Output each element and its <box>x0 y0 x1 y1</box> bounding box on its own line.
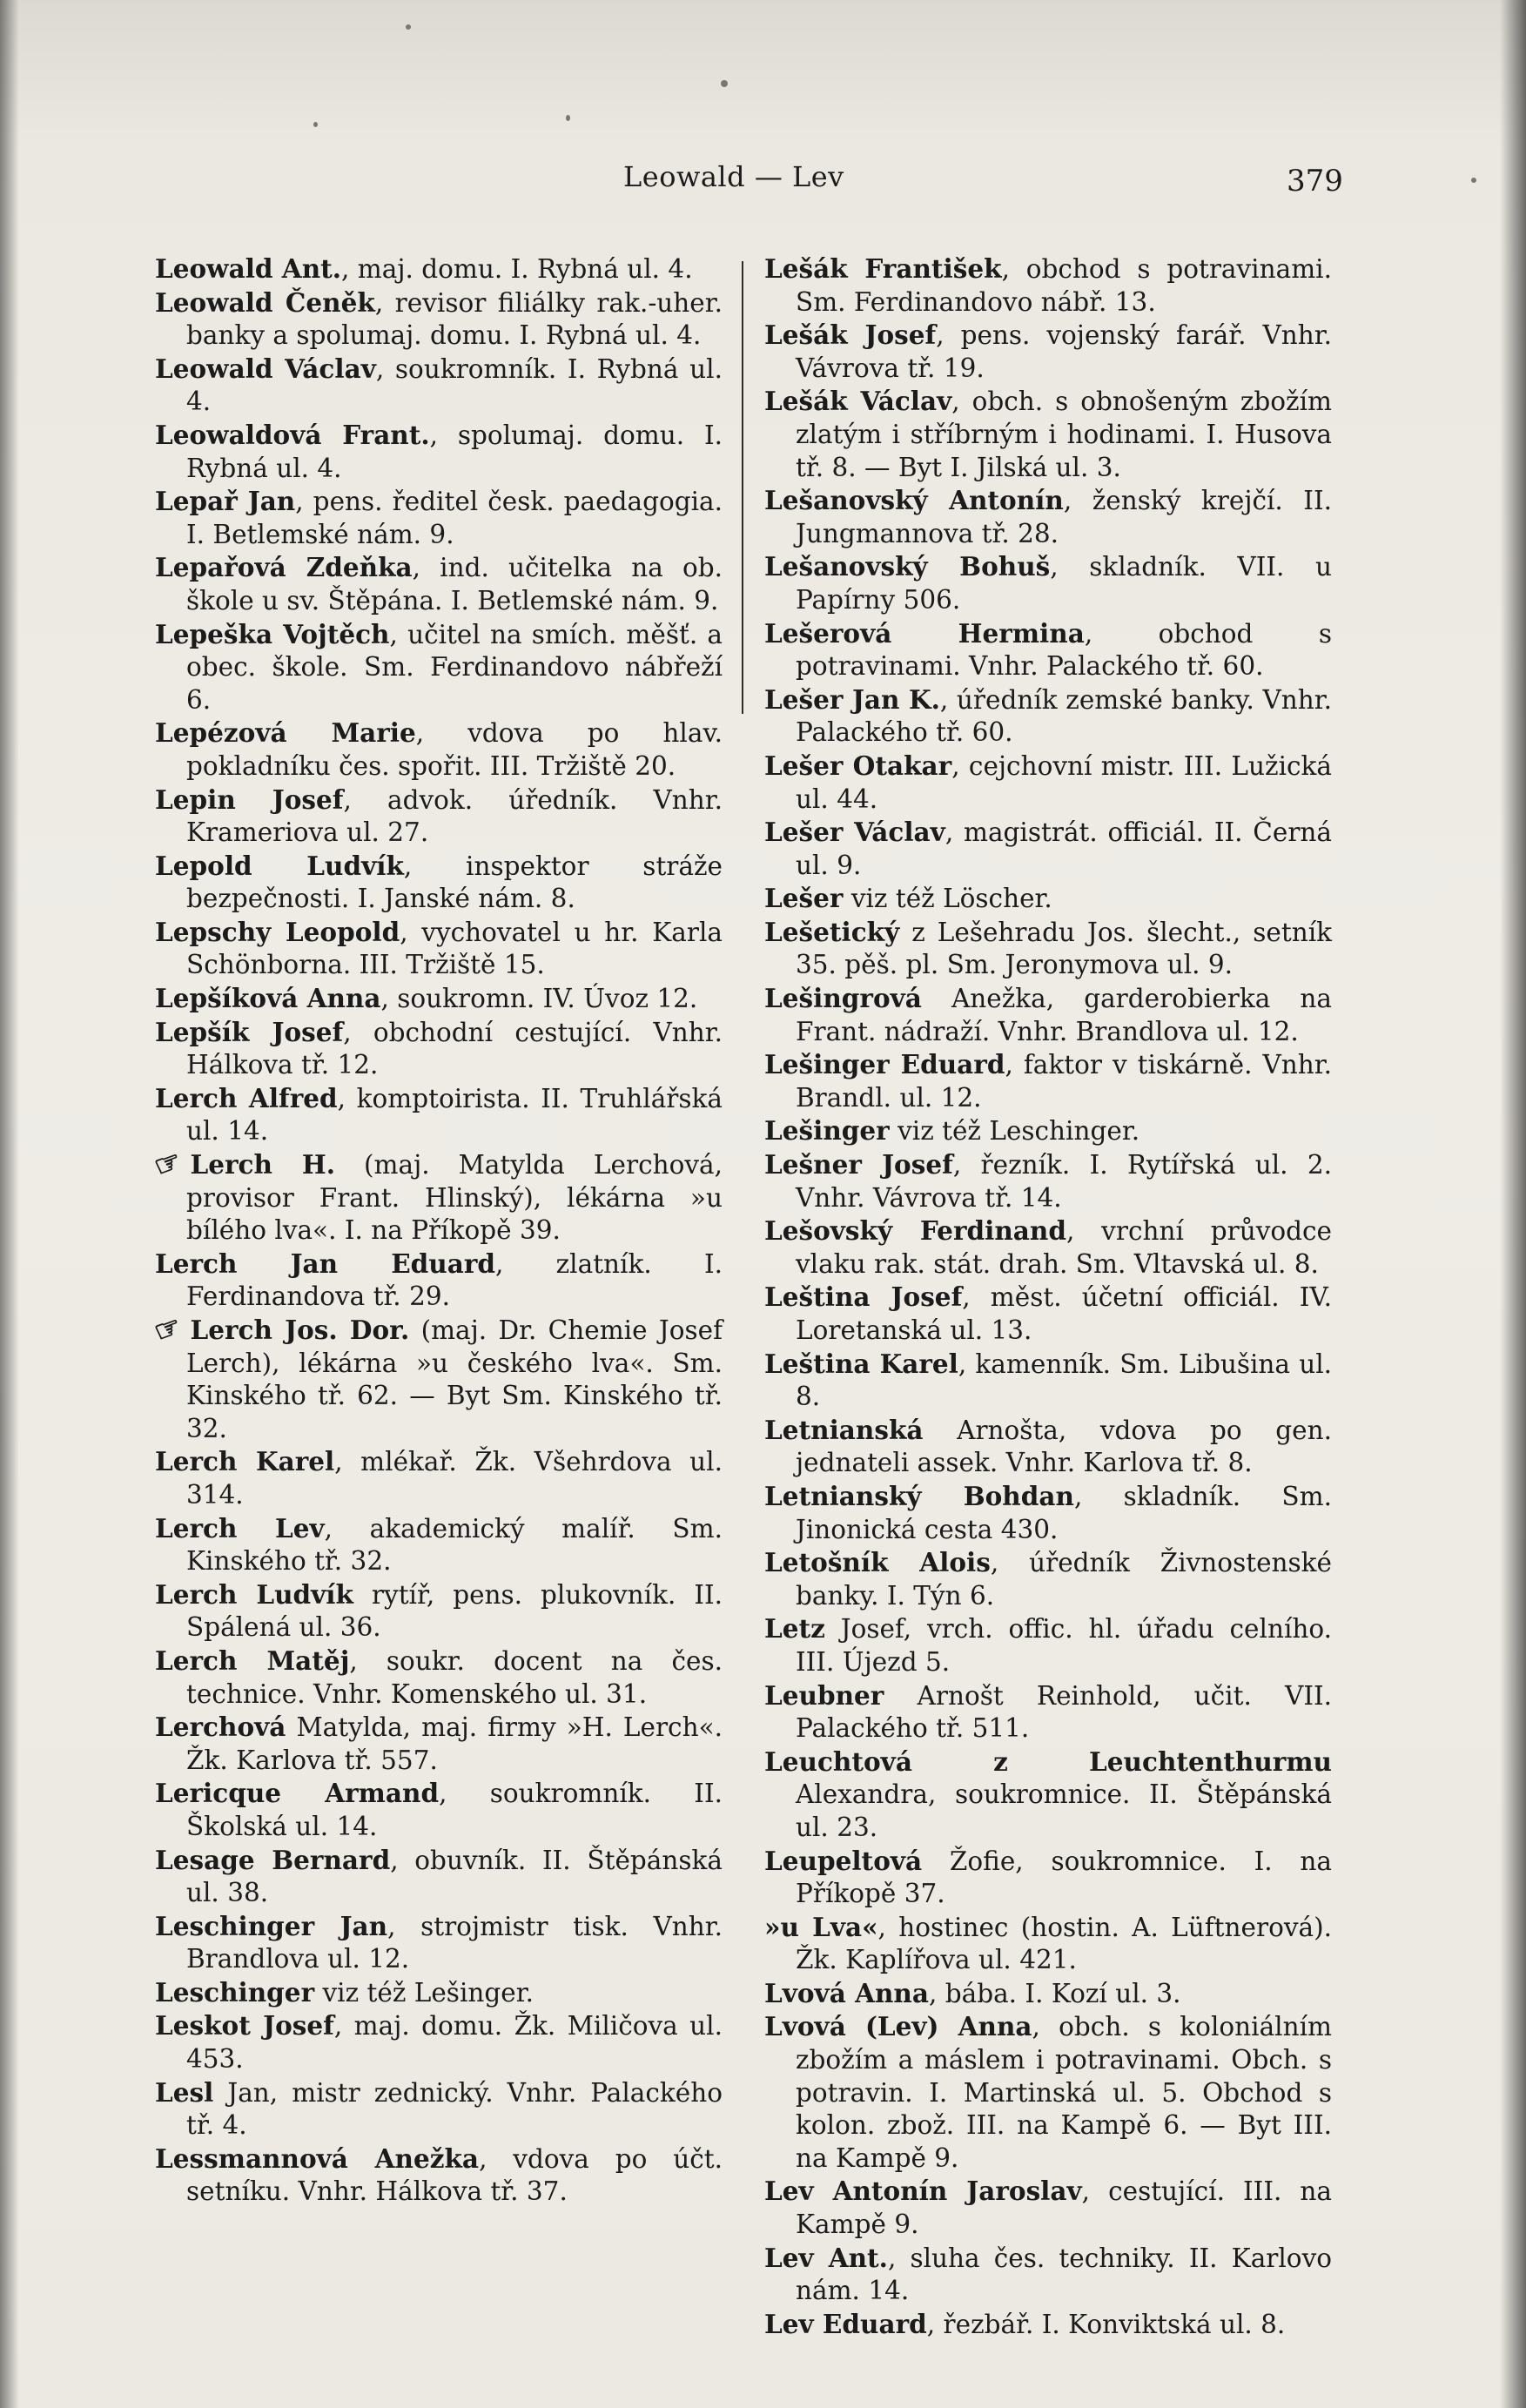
entry-name: Letošník Alois <box>764 1547 991 1578</box>
print-speck <box>313 122 318 127</box>
directory-entry <box>764 2308 1332 2342</box>
entry-name: Lešák František <box>764 253 1002 284</box>
entry-details: , řezník. I. Rytířská ul. 2. Vnhr. Vávrova tř. 14. <box>796 1150 1332 1213</box>
directory-entry <box>764 882 1332 916</box>
entry-details: , akademický malíř. Sm. Kinského tř. 32. <box>186 1513 723 1577</box>
entry-details: , strojmistr tisk. Vnhr. Brandlova ul. 12. <box>186 1911 723 1974</box>
directory-entry <box>155 1777 723 1843</box>
entry-details: Žofie, soukromnice. I. na Příkopě 37. <box>796 1846 1332 1909</box>
directory-entry <box>155 353 723 419</box>
directory-entry <box>764 1679 1332 1745</box>
directory-entry <box>764 816 1332 882</box>
entry-name: »u Lva« <box>764 1911 878 1942</box>
directory-entry <box>764 550 1332 616</box>
directory-entry <box>155 1976 723 2010</box>
directory-entry <box>155 1512 723 1578</box>
directory-entry <box>764 2175 1332 2241</box>
entry-details: , obuvník. II. Štěpánská ul. 38. <box>186 1845 723 1908</box>
entry-details: , pens. vojenský farář. Vnhr. Vávrova tř. 19. <box>796 320 1332 383</box>
entry-name: Lerchová <box>155 1712 286 1743</box>
directory-entry <box>155 716 723 783</box>
entry-name: Lesage Bernard <box>155 1844 391 1875</box>
page-shadow-left <box>0 0 19 2408</box>
entry-name: Leubner <box>764 1679 884 1711</box>
entry-details: Jan, mistr zednický. Vnhr. Palackého tř. 4. <box>186 2077 723 2141</box>
entry-details: , vychovatel u hr. Karla Schönborna. III. Tržiště 15. <box>186 917 723 980</box>
entry-name: Lešetický <box>764 916 900 947</box>
entry-details: , ind. učitelka na ob. škole u sv. Štěpána. I. Betlemské nám. 9. <box>186 553 723 615</box>
entry-name: Lešer <box>764 883 844 914</box>
entry-name: Lešák Václav <box>764 386 952 417</box>
entry-details: , sluha čes. techniky. II. Karlovo nám. 14. <box>796 2243 1332 2306</box>
directory-entry <box>764 252 1332 319</box>
directory-entry <box>155 2009 723 2075</box>
entry-name: Lešinger Eduard <box>764 1049 1005 1080</box>
directory-entry <box>764 1048 1332 1114</box>
directory-entry <box>155 2142 723 2209</box>
entry-name: Lepšíková Anna <box>155 983 381 1014</box>
entry-name: Lepšík Josef <box>155 1016 344 1047</box>
entry-name: Lepin Josef <box>155 784 344 815</box>
entry-name: Lepař Jan <box>155 486 296 517</box>
directory-entry <box>764 1480 1332 1546</box>
entry-name: Leskot Josef <box>155 2010 334 2041</box>
entry-details: , kamenník. Sm. Libušina ul. 8. <box>796 1349 1333 1412</box>
entry-name: Leschinger Jan <box>155 1910 388 1941</box>
entry-details: (maj. Dr. Chemie Josef Lerch), lékárna »u českého lva«. Sm. Kinského tř. 62. — Byt Sm. Kinského tř. 32. <box>186 1315 723 1443</box>
entry-details: , úředník Živnostenské banky. I. Týn 6. <box>796 1548 1332 1611</box>
page-header <box>0 157 1526 198</box>
directory-entry <box>764 1414 1332 1480</box>
entry-name: Lev Eduard <box>764 2308 927 2339</box>
entry-name: Lepold Ludvík <box>155 850 404 881</box>
entry-name: Leowald Ant. <box>155 253 342 284</box>
directory-entry <box>764 1911 1332 1977</box>
entry-details: Anežka, garderobierka na Frant. nádraží. Vnhr. Brandlova ul. 12. <box>796 984 1332 1046</box>
entry-name: Lešanovský Antonín <box>764 485 1064 516</box>
entry-name: Leowald Čeněk <box>155 286 375 318</box>
entry-details: viz též Leschinger. <box>889 1116 1140 1147</box>
entry-details: viz též Löscher. <box>843 884 1052 914</box>
directory-entry <box>764 1546 1332 1612</box>
directory-entry <box>155 1711 723 1777</box>
entry-details: , obchod s potravinami. Vnhr. Palackého tř. 60. <box>796 618 1332 682</box>
entry-details: , faktor v tiskárně. Vnhr. Brandl. ul. 12. <box>796 1050 1333 1113</box>
entry-name: Lešerová Hermina <box>764 617 1085 649</box>
entry-name: Lešner Josef <box>764 1149 953 1180</box>
entry-details: , měst. účetní officiál. IV. Loretanská ul. 13. <box>796 1282 1332 1345</box>
entry-name: Leowald Václav <box>155 353 376 384</box>
page-number: 379 <box>1287 164 1343 198</box>
entry-name: Lev Ant. <box>764 2242 888 2273</box>
entry-name: Letz <box>764 1613 825 1645</box>
pointing-hand-icon: ☞ <box>149 1308 187 1351</box>
entry-name: Lerch Ludvík <box>155 1578 353 1610</box>
entry-details: Josef, vrch. offic. hl. úřadu celního. III. Újezd 5. <box>796 1614 1332 1677</box>
entry-details: , skladník. VII. u Papírny 506. <box>796 552 1332 615</box>
entry-details: , obchod s potravinami. Sm. Ferdinandovo nábř. 13. <box>796 254 1332 317</box>
print-speck <box>721 80 728 87</box>
entry-details: , soukromn. IV. Úvoz 12. <box>380 984 698 1014</box>
entry-details: , skladník. Sm. Jinonická cesta 430. <box>796 1481 1332 1544</box>
directory-entry <box>155 2076 723 2142</box>
entry-name: Lvová (Lev) Anna <box>764 2011 1032 2042</box>
column-divider <box>742 261 743 714</box>
entry-details: , inspektor stráže bezpečnosti. I. Janské nám. 8. <box>186 851 723 914</box>
entry-name: Lešer Václav <box>764 817 945 848</box>
entry-name: Lepschy Leopold <box>155 916 400 947</box>
directory-entry <box>764 2242 1332 2308</box>
entry-details: , obch. s obnošeným zbožím zlatým i stříbrným i hodinami. I. Husova tř. 8. — Byt I. Jilská ul. 3. <box>796 387 1332 482</box>
directory-entry <box>155 618 723 717</box>
entry-name: Letnianský Bohdan <box>764 1480 1074 1511</box>
entry-name: Leowaldová Frant. <box>155 419 430 450</box>
directory-entry <box>764 1214 1332 1281</box>
entry-name: Lerch Matěj <box>155 1645 350 1676</box>
entry-name: Leschinger <box>155 1976 315 2008</box>
page-shadow-right <box>1500 0 1526 2408</box>
directory-entry <box>764 916 1332 982</box>
pointing-hand-icon: ☞ <box>149 1143 187 1186</box>
entry-details: , obchodní cestující. Vnhr. Hálkova tř. 12. <box>186 1017 723 1080</box>
entry-name: Lerch H. <box>190 1149 336 1180</box>
entry-details: , mlékař. Žk. Všehrdova ul. 314. <box>186 1447 723 1510</box>
directory-entry <box>155 1082 723 1148</box>
directory-entry <box>149 1143 723 1248</box>
entry-details: , spolumaj. domu. I. Rybná ul. 4. <box>186 420 723 483</box>
entry-details: , úředník zemské banky. Vnhr. Palackého tř. 60. <box>796 684 1332 748</box>
entry-name: Leupeltová <box>764 1845 923 1876</box>
entry-name: Lericque Armand <box>155 1778 440 1809</box>
entry-name: Lepeška Vojtěch <box>155 618 390 649</box>
directory-entry <box>155 1844 723 1910</box>
entry-details: , soukr. docent na čes. technice. Vnhr. Komenského ul. 31. <box>186 1645 723 1709</box>
entry-details: , soukromník. II. Školská ul. 14. <box>186 1779 723 1841</box>
directory-entry <box>149 1308 723 1445</box>
directory-entry <box>764 1845 1332 1911</box>
directory-entry <box>155 1645 723 1711</box>
entry-name: Lešer Otakar <box>764 750 952 781</box>
entry-name: Lešanovský Bohuš <box>764 551 1051 582</box>
directory-entry <box>155 1578 723 1645</box>
directory-entry <box>155 286 723 353</box>
entry-details: z Lešehradu Jos. šlecht., setník 35. pěš. pl. Sm. Jeronymova ul. 9. <box>796 917 1332 980</box>
directory-entry <box>764 1148 1332 1214</box>
entry-name: Lešer Jan K. <box>764 683 940 715</box>
entry-name: Lvová Anna <box>764 1977 929 2008</box>
directory-entry <box>764 1977 1332 2011</box>
directory-entry <box>155 982 723 1016</box>
directory-entry <box>155 419 723 485</box>
directory-entry <box>764 2010 1332 2175</box>
directory-entry <box>764 1114 1332 1148</box>
entry-details: , obch. s koloniálním zbožím a máslem i potravinami. Obch. s potravin. I. Martinská ul. 5. Obchod s kolon. zbož. III. na Kampě 6. — Byt III. na Kampě 9. <box>796 2012 1333 2173</box>
entry-name: Lerch Alfred <box>155 1082 338 1113</box>
entry-details: viz též Lešinger. <box>314 1977 534 2008</box>
entry-name: Lešovský Ferdinand <box>764 1215 1066 1247</box>
entry-details: , vdova po účt. setníku. Vnhr. Hálkova tř. 37. <box>186 2143 723 2207</box>
directory-entry <box>155 485 723 551</box>
directory-entry <box>155 850 723 916</box>
left-column <box>149 252 723 2209</box>
directory-entry <box>764 683 1332 750</box>
directory-entry <box>155 1910 723 1976</box>
entry-details: Alexandra, soukromnice. II. Štěpánská ul. 23. <box>796 1779 1332 1842</box>
print-speck <box>566 115 570 121</box>
entry-details: , revisor filiálky rak.-uher. banky a spolumaj. domu. I. Rybná ul. 4. <box>186 287 723 351</box>
entry-name: Lešingrová <box>764 983 922 1014</box>
entry-name: Letnianská <box>764 1414 924 1445</box>
directory-entry <box>155 1445 723 1511</box>
print-speck <box>406 24 411 30</box>
entry-name: Lev Antonín Jaroslav <box>764 2176 1082 2207</box>
directory-entry <box>764 385 1332 484</box>
entry-name: Lešák Josef <box>764 319 937 351</box>
entry-details: , vrchní průvodce vlaku rak. stát. drah. Sm. Vltavská ul. 8. <box>796 1216 1332 1279</box>
entry-name: Leština Josef <box>764 1281 963 1313</box>
directory-entry <box>155 916 723 982</box>
directory-entry <box>155 1248 723 1314</box>
entry-details: , vdova po hlav. pokladníku čes. spořit. III. Tržiště 20. <box>186 718 723 781</box>
entry-name: Lerch Jos. Dor. <box>190 1315 410 1345</box>
directory-entry <box>155 252 723 286</box>
entry-details: , řezbář. I. Konviktská ul. 8. <box>926 2309 1286 2339</box>
directory-entry <box>764 1612 1332 1678</box>
entry-details: , advok. úředník. Vnhr. Krameriova ul. 27. <box>186 784 723 848</box>
directory-entry <box>764 1281 1332 1347</box>
entry-details: Arnošt Reinhold, učit. VII. Palackého tř. 511. <box>796 1680 1332 1744</box>
entry-details: , maj. domu. I. Rybná ul. 4. <box>341 254 693 284</box>
entry-name: Leuchtová z Leuchtenthurmu <box>764 1745 1332 1777</box>
entry-details: , ženský krejčí. II. Jungmannova tř. 28. <box>796 486 1332 548</box>
entry-details: (maj. Matylda Lerchová, provisor Frant. Hlinský), lékárna »u bílého lva«. I. na Příkopě 39. <box>186 1150 723 1246</box>
directory-entry <box>764 319 1332 385</box>
entry-details: , komptoirista. II. Truhlářská ul. 14. <box>186 1083 723 1147</box>
directory-entry <box>764 982 1332 1048</box>
entry-details: rytíř, pens. plukovník. II. Spálená ul. 36. <box>186 1579 723 1643</box>
directory-entry <box>764 484 1332 550</box>
directory-entry <box>764 1745 1332 1845</box>
entry-details: , učitel na smích. měšť. a obec. škole. Sm. Ferdinandovo nábřeží 6. <box>186 619 723 715</box>
entry-name: Lessmannová Anežka <box>155 2142 480 2174</box>
entry-details: , magistrát. officiál. II. Černá ul. 9. <box>796 817 1333 880</box>
entry-details: Arnošta, vdova po gen. jednateli assek. Vnhr. Karlova tř. 8. <box>796 1415 1332 1478</box>
entry-name: Leština Karel <box>764 1348 958 1379</box>
running-head: Leowald — Lev <box>623 160 844 193</box>
entry-name: Lerch Karel <box>155 1446 335 1477</box>
directory-entry <box>764 750 1332 816</box>
entry-details: , maj. domu. Žk. Miličova ul. 453. <box>186 2011 723 2075</box>
entry-details: Matylda, maj. firmy »H. Lerch«. Žk. Karlova tř. 557. <box>186 1712 723 1775</box>
entry-details: , cejchovní mistr. III. Lužická ul. 44. <box>796 750 1332 814</box>
directory-entry <box>155 1016 723 1082</box>
entry-details: , cestující. III. na Kampě 9. <box>796 2176 1333 2240</box>
entry-name: Lerch Lev <box>155 1512 325 1544</box>
entry-name: Lesl <box>155 2076 214 2108</box>
entry-details: , zlatník. I. Ferdinandova tř. 29. <box>186 1248 723 1312</box>
entry-name: Lepézová Marie <box>155 717 416 749</box>
entry-details: , soukromník. I. Rybná ul. 4. <box>186 353 723 417</box>
entry-details: , bába. I. Kozí ul. 3. <box>928 1978 1181 2008</box>
entry-name: Lešinger <box>764 1115 890 1147</box>
right-column <box>764 252 1332 2341</box>
directory-entry <box>764 617 1332 683</box>
directory-entry <box>155 784 723 850</box>
entry-name: Lerch Jan Eduard <box>155 1248 496 1279</box>
entry-name: Lepařová Zdeňka <box>155 552 413 583</box>
directory-entry <box>764 1348 1332 1414</box>
entry-details: , pens. ředitel česk. paedagogia. I. Betlemské nám. 9. <box>186 487 723 549</box>
entry-details: , hostinec (hostin. A. Lüftnerová). Žk. Kaplířova ul. 421. <box>796 1912 1332 1975</box>
directory-entry <box>155 551 723 617</box>
